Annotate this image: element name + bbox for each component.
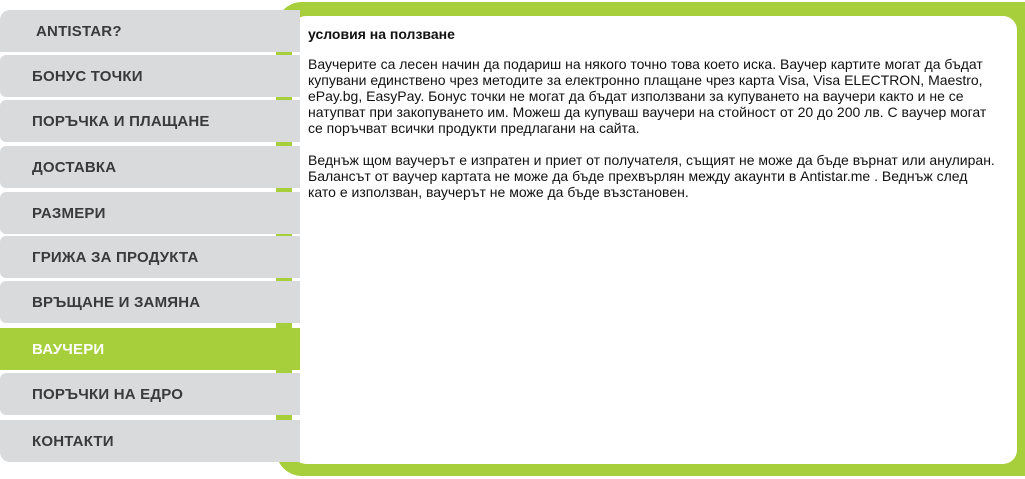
sidebar-item-label: КОНТАКТИ	[32, 432, 114, 450]
sidebar-item-returns[interactable]	[0, 281, 300, 323]
content-title: условия на ползване	[308, 26, 455, 42]
sidebar-item-contacts[interactable]	[0, 420, 300, 462]
sidebar-nav	[0, 10, 300, 466]
sidebar-item-order-payment[interactable]	[0, 100, 300, 142]
sidebar-item-antistar[interactable]	[0, 10, 300, 52]
sidebar-item-label: ГРИЖА ЗА ПРОДУКТА	[32, 248, 199, 266]
content-paragraph: Веднъж щом ваучерът е изпратен и приет от получателя, същият не може да бъде върнат или анулиран. Балансът от ваучер картата не може да бъде прехвърлян между акаунти в Antistar.me . Веднъж след като е използван, ваучерът не може да бъде възстановен.	[308, 152, 995, 200]
sidebar-item-label: ПОРЪЧКИ НА ЕДРО	[32, 385, 184, 403]
sidebar-item-label: ВРЪЩАНЕ И ЗАМЯНА	[32, 293, 201, 311]
sidebar-item-delivery[interactable]	[0, 146, 300, 188]
sidebar-item-sizes[interactable]	[0, 192, 300, 234]
sidebar-item-label: ДОСТАВКА	[32, 158, 117, 176]
content-panel	[276, 2, 1025, 476]
sidebar-item-bonus-points[interactable]	[0, 55, 300, 97]
sidebar-item-product-care[interactable]	[0, 236, 300, 278]
sidebar-item-label: ANTISTAR?	[36, 22, 122, 40]
sidebar-item-label: ПОРЪЧКА И ПЛАЩАНЕ	[32, 112, 210, 130]
sidebar-item-wholesale[interactable]	[0, 373, 300, 415]
sidebar-item-vouchers[interactable]	[0, 328, 300, 370]
sidebar-item-label: ВАУЧЕРИ	[32, 340, 105, 358]
sidebar-item-label: РАЗМЕРИ	[32, 204, 106, 222]
content-paragraph: Ваучерите са лесен начин да подариш на някого точно това което иска. Ваучер картите могат да бъдат купувани единствено чрез методите за електронно плащане чрез карта Visa, Visa ELECTRON, Maestro, ePay.bg, EasyPay. Бонус точки не могат да бъдат използвани за купуването на ваучери както и не се натупват при закопуването им. Можеш да купуваш ваучери на стойност от 20 до 200 лв. С ваучер могат се поръчват всички продукти предлагани на сайта.	[308, 56, 987, 136]
content-box	[292, 16, 1017, 464]
sidebar-item-label: БОНУС ТОЧКИ	[32, 67, 143, 85]
active-pointer-arrow	[270, 328, 292, 368]
